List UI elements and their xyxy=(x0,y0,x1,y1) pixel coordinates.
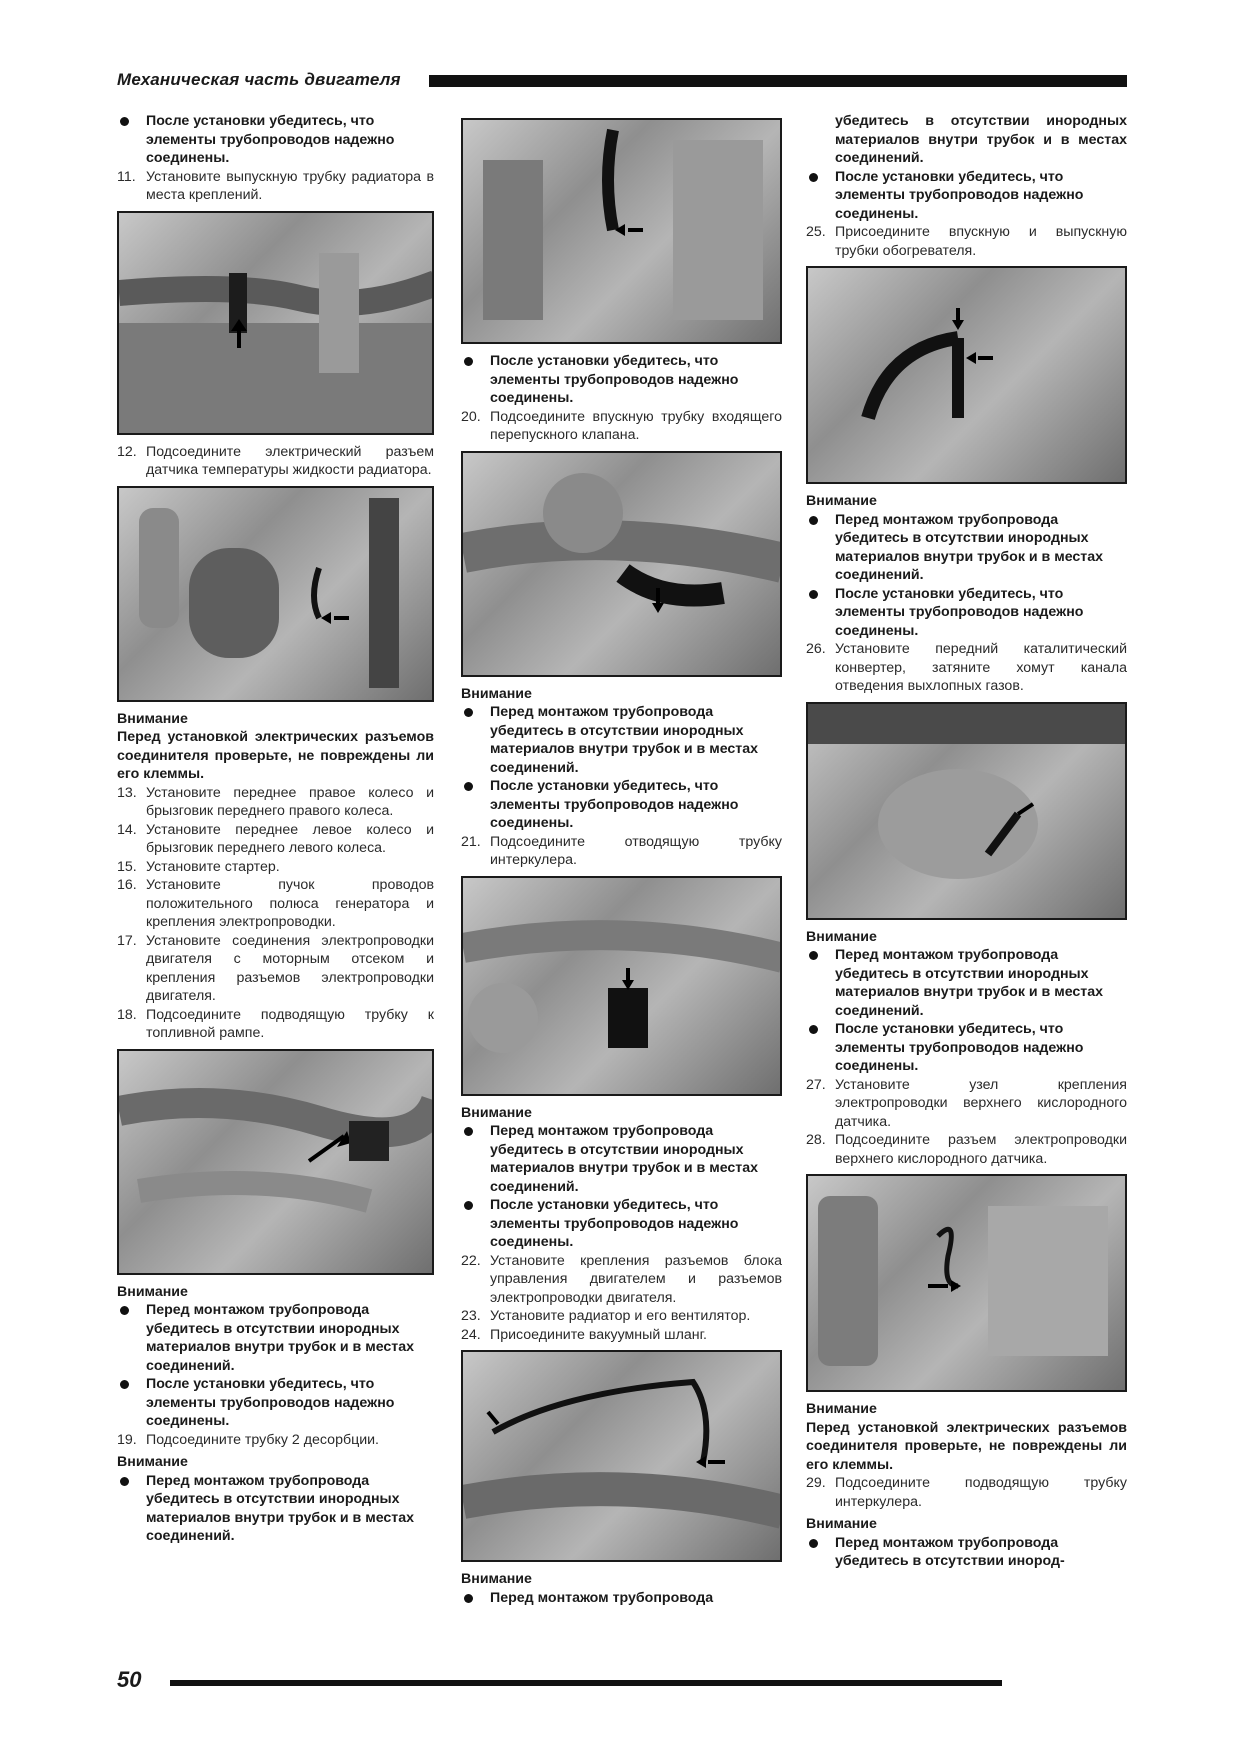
bullet-before-install: Перед монтажом трубопровода убедитесь в отсутствии инородных материалов внутри трубок и в местах соединений. xyxy=(461,1122,782,1196)
step-text: Подсоедините электрический разъем датчика температуры жидкости радиатора. xyxy=(146,443,434,478)
warning-text: Перед установкой электрических разъемов соединителя проверьте, не повреждены ли его клеммы. xyxy=(117,729,434,782)
bullet-check-connections: После установки убедитесь, что элементы трубопроводов надежно соединены. xyxy=(461,777,782,833)
step-text: Установите узел крепления электропроводки верхнего кислородного датчика. xyxy=(835,1076,1127,1130)
step-text: Установите выпускную трубку радиатора в места креплений. xyxy=(146,168,434,203)
step-number: 19. xyxy=(117,1431,137,1448)
step-text: Установите переднее правое колесо и брызговик переднего правого колеса. xyxy=(146,784,434,819)
warning-title: Внимание xyxy=(117,1283,188,1300)
warning-title: Внимание xyxy=(461,1104,532,1121)
step-text: Подсоедините впускную трубку входящего перепускного клапана. xyxy=(490,408,782,443)
bullet-before-install: Перед монтажом трубопровода убедитесь в отсутствии инородных материалов внутри трубок и в местах соединений. xyxy=(461,703,782,777)
figure-oxygen-sensor xyxy=(806,1174,1127,1392)
step-text: Установите переднее левое колесо и брызговик переднего левого колеса. xyxy=(146,821,434,856)
step-text: Подсоедините подводящую трубку к топливной рампе. xyxy=(146,1006,434,1041)
figure-bypass-valve xyxy=(461,118,782,344)
bullet-check-connections: После установки убедитесь, что элементы трубопроводов надежно соединены. xyxy=(461,352,782,408)
figure-temp-sensor xyxy=(117,486,434,702)
engine-photo xyxy=(119,1051,434,1273)
step-28 xyxy=(806,1131,1127,1168)
step-text: Установите радиатор и его вентилятор. xyxy=(490,1308,751,1324)
engine-photo xyxy=(463,878,782,1094)
step-number: 18. xyxy=(117,1006,137,1023)
warning-text: Перед установкой электрических разъемов соединителя проверьте, не повреждены ли его клеммы. xyxy=(806,1419,1127,1473)
step-number: 11. xyxy=(117,168,136,185)
step-number: 22. xyxy=(461,1252,481,1269)
step-number: 26. xyxy=(806,641,826,657)
warning-title: Внимание xyxy=(117,710,188,727)
warning-title: Внимание xyxy=(806,928,877,945)
step-text: Подсоедините разъем электропроводки верхнего кислородного датчика. xyxy=(835,1132,1127,1167)
bullet-check-connections: После установки убедитесь, что элементы трубопроводов надежно соединены. xyxy=(806,168,1127,224)
engine-photo xyxy=(463,1352,782,1560)
figure-catalytic-converter xyxy=(806,702,1127,920)
engine-photo xyxy=(463,120,782,342)
step-text: Установите соединения электропроводки двигателя с моторным отсеком и крепления разъемов электропроводки двигателя. xyxy=(146,932,434,1004)
continued-text: убедитесь в отсутствии инородных материалов внутри трубок и в местах соединений. xyxy=(835,113,1127,166)
warning-title: Внимание xyxy=(461,685,532,702)
step-16 xyxy=(117,876,434,932)
step-number: 20. xyxy=(461,408,481,425)
step-number: 12. xyxy=(117,443,137,460)
step-12 xyxy=(117,443,434,480)
step-18 xyxy=(117,1006,434,1043)
warning-title: Внимание xyxy=(806,1401,877,1417)
column-3 xyxy=(806,112,1127,1571)
warning-title: Внимание xyxy=(461,1571,532,1587)
figure-radiator-outlet xyxy=(117,211,434,435)
step-text: Подсоедините трубку 2 десорбции. xyxy=(146,1431,379,1448)
step-13 xyxy=(117,784,434,821)
step-number: 16. xyxy=(117,877,137,893)
figure-bypass-inlet xyxy=(461,451,782,677)
step-27 xyxy=(806,1076,1127,1132)
step-number: 21. xyxy=(461,833,481,850)
engine-photo xyxy=(119,213,434,433)
step-14 xyxy=(117,821,434,858)
page-header xyxy=(117,72,1127,90)
engine-photo xyxy=(808,1176,1127,1390)
step-23 xyxy=(461,1307,782,1326)
step-text: Установите крепления разъемов блока управления двигателем и разъемов электропроводки двигателя. xyxy=(490,1252,782,1306)
step-15 xyxy=(117,858,434,877)
step-22 xyxy=(461,1252,782,1308)
step-number: 29. xyxy=(806,1475,826,1491)
figure-heater-pipes xyxy=(806,266,1127,484)
bullet-before-install: Перед монтажом трубопровода убедитесь в отсутствии инородных материалов внутри трубок и в местах соединений. xyxy=(117,1301,434,1375)
engine-photo xyxy=(808,268,1127,482)
page-number: 50 xyxy=(117,1667,142,1692)
section-title: Механическая часть двигателя xyxy=(117,70,401,89)
step-25 xyxy=(806,223,1127,260)
step-19 xyxy=(117,1431,434,1450)
step-number: 25. xyxy=(806,224,826,240)
step-text: Присоедините впускную и выпускную трубки обогревателя. xyxy=(835,224,1127,259)
warning-title: Внимание xyxy=(117,1454,188,1470)
step-11 xyxy=(117,168,434,205)
step-number: 27. xyxy=(806,1076,826,1093)
engine-photo xyxy=(119,488,434,700)
bullet-before-install: Перед монтажом трубопровода убедитесь в отсутствии инородных материалов внутри трубок и в местах соединений. xyxy=(806,946,1127,1020)
bullet-before-install: Перед монтажом трубопровода убедитесь в отсутствии инородных материалов внутри трубок и в местах соединений. xyxy=(806,511,1127,585)
engine-photo xyxy=(808,704,1127,918)
header-bar xyxy=(429,75,1127,87)
figure-intercooler-outlet xyxy=(461,876,782,1096)
engine-photo xyxy=(463,453,782,675)
bullet-check-connections: После установки убедитесь, что элементы трубопроводов надежно соединены. xyxy=(461,1196,782,1252)
bullet-before-install: Перед монтажом трубопровода xyxy=(461,1589,782,1608)
bullet-check-connections: После установки убедитесь, что элементы трубопроводов надежно соединены. xyxy=(806,1020,1127,1076)
step-text: Присоедините вакуумный шланг. xyxy=(490,1326,707,1343)
figure-vacuum-hose xyxy=(461,1350,782,1562)
warning-title: Внимание xyxy=(806,493,877,509)
step-text: Установите передний каталитический конвертер, затяните хомут канала отведения выхлопных газов. xyxy=(835,641,1127,694)
step-number: 28. xyxy=(806,1132,826,1148)
step-20 xyxy=(461,408,782,445)
step-26 xyxy=(806,640,1127,696)
step-text: Установите пучок проводов положительного полюса генератора и крепления электропроводки. xyxy=(146,877,434,930)
step-number: 14. xyxy=(117,821,137,838)
step-text: Подсоедините отводящую трубку интеркулера. xyxy=(490,833,782,868)
step-21 xyxy=(461,833,782,870)
step-text: Подсоедините подводящую трубку интеркулера. xyxy=(835,1475,1127,1510)
bullet-before-install: Перед монтажом трубопровода убедитесь в отсутствии инородных материалов внутри трубок и в местах соединений. xyxy=(117,1472,434,1546)
bullet-before-install: Перед монтажом трубопровода убедитесь в отсутствии инород- xyxy=(806,1534,1127,1571)
footer-bar xyxy=(170,1680,1002,1686)
step-29 xyxy=(806,1474,1127,1511)
bullet-check-connections: После установки убедитесь, что элементы трубопроводов надежно соединены. xyxy=(806,585,1127,641)
step-17 xyxy=(117,932,434,1006)
bullet-check-connections: После установки убедитесь, что элементы трубопроводов надежно соединены. xyxy=(117,112,434,168)
figure-fuel-rail xyxy=(117,1049,434,1275)
warning-title: Внимание xyxy=(806,1516,877,1532)
step-number: 23. xyxy=(461,1308,481,1324)
step-number: 17. xyxy=(117,932,137,949)
column-2 xyxy=(461,118,782,1607)
column-1 xyxy=(117,112,434,1546)
step-number: 13. xyxy=(117,784,137,801)
step-number: 24. xyxy=(461,1326,481,1343)
step-number: 15. xyxy=(117,858,137,875)
step-24 xyxy=(461,1326,782,1345)
step-text: Установите стартер. xyxy=(146,858,280,875)
bullet-check-connections: После установки убедитесь, что элементы трубопроводов надежно соединены. xyxy=(117,1375,434,1431)
